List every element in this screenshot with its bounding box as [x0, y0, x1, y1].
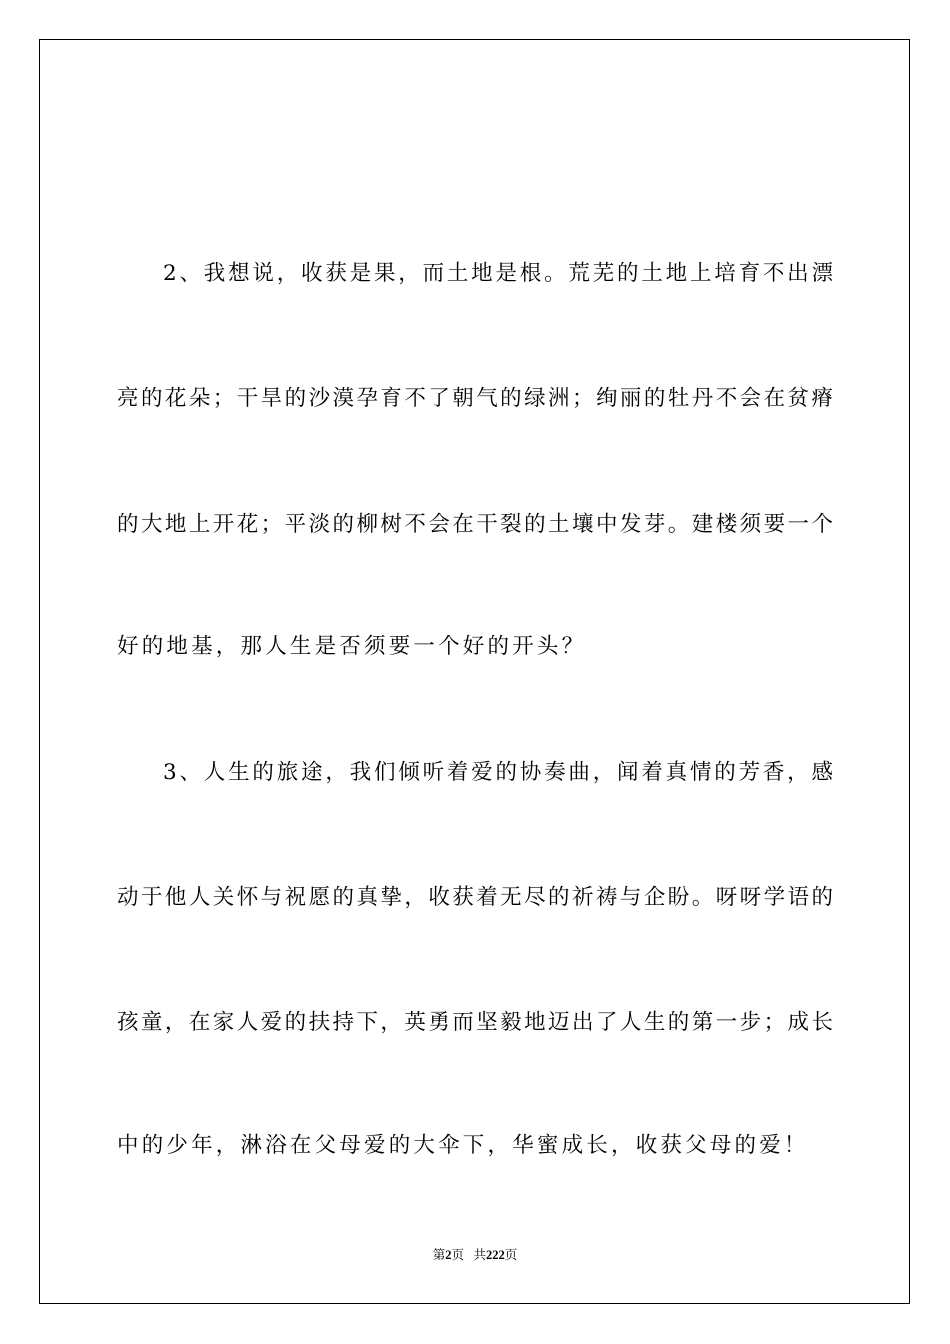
paragraph-1-line-2: 亮的花朵；干旱的沙漠孕育不了朝气的绿洲；绚丽的牡丹不会在贫瘠 — [117, 386, 833, 411]
paragraph-1-line-3: 的大地上开花；平淡的柳树不会在干裂的土壤中发芽。建楼须要一个 — [117, 512, 833, 537]
paragraph-1-line-1: 2、我想说，收获是果，而土地是根。荒芜的土地上培育不出漂 — [163, 261, 833, 286]
page-border — [39, 39, 910, 1304]
footer-page-prefix: 第 — [432, 1248, 446, 1262]
footer-page-suffix: 页 — [451, 1248, 465, 1262]
footer-total-pages: 222 — [485, 1248, 505, 1262]
paragraph-2-line-3: 孩童，在家人爱的扶持下，英勇而坚毅地迈出了人生的第一步；成长 — [117, 1010, 833, 1035]
paragraph-2-line-1: 3、人生的旅途，我们倾听着爱的协奏曲，闻着真情的芳香，感 — [163, 760, 833, 785]
footer-total-prefix: 共 — [473, 1248, 486, 1262]
paragraph-2-line-2: 动于他人关怀与祝愿的真挚，收获着无尽的祈祷与企盼。呀呀学语的 — [117, 885, 833, 910]
footer-total-suffix: 页 — [504, 1248, 518, 1262]
paragraph-2-line-4: 中的少年，淋浴在父母爱的大伞下，华蜜成长，收获父母的爱！ — [117, 1133, 809, 1158]
paragraph-1-line-4: 好的地基，那人生是否须要一个好的开头？ — [117, 634, 587, 659]
footer-page-number: 2 — [445, 1248, 452, 1262]
page-footer — [0, 1247, 950, 1263]
